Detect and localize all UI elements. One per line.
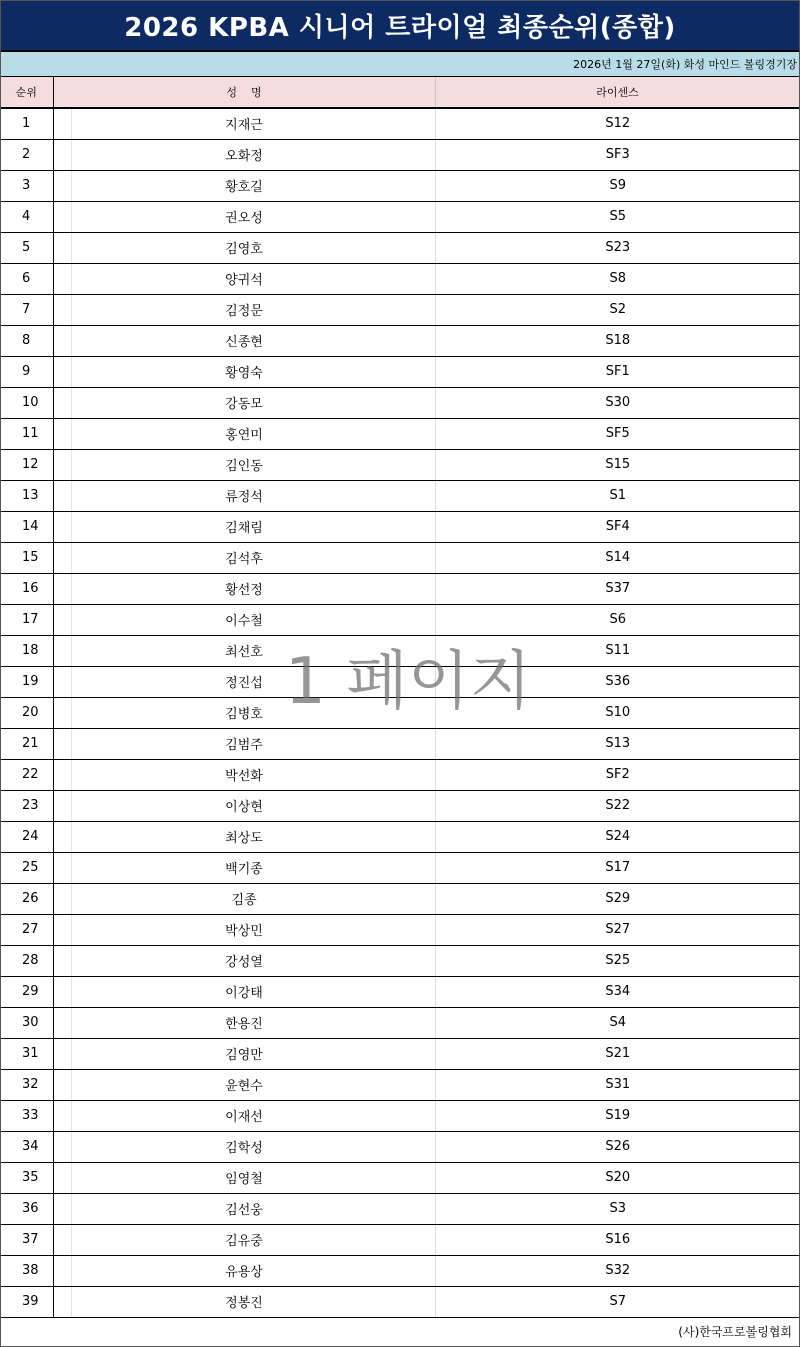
rank-cell: 7 <box>0 294 53 325</box>
table-row <box>0 170 800 201</box>
name-cell: 한용진 <box>53 1007 435 1038</box>
rank-cell: 21 <box>0 728 53 759</box>
rank-cell: 8 <box>0 325 53 356</box>
table-row <box>0 728 800 759</box>
name-cell: 최상도 <box>53 821 435 852</box>
name-cell: 김채림 <box>53 511 435 542</box>
rank-cell: 2 <box>0 139 53 170</box>
license-cell: S14 <box>435 542 800 573</box>
name-cell: 김유중 <box>53 1224 435 1255</box>
name-cell: 지재근 <box>53 108 435 139</box>
license-cell: S27 <box>435 914 800 945</box>
license-cell: S34 <box>435 976 800 1007</box>
name-cell: 김종 <box>53 883 435 914</box>
name-cell: 김정문 <box>53 294 435 325</box>
name-cell: 박상민 <box>53 914 435 945</box>
name-cell: 양귀석 <box>53 263 435 294</box>
name-cell: 황선정 <box>53 573 435 604</box>
license-cell: S29 <box>435 883 800 914</box>
name-cell: 이상현 <box>53 790 435 821</box>
license-cell: SF4 <box>435 511 800 542</box>
license-cell: S23 <box>435 232 800 263</box>
license-cell: S32 <box>435 1255 800 1286</box>
table-row <box>0 697 800 728</box>
name-cell: 강동모 <box>53 387 435 418</box>
rank-cell: 3 <box>0 170 53 201</box>
rank-cell: 39 <box>0 1286 53 1317</box>
rank-cell: 26 <box>0 883 53 914</box>
license-cell: S11 <box>435 635 800 666</box>
sheet-title: 2026 KPBA 시니어 트라이얼 최종순위(종합) <box>0 0 800 52</box>
rank-cell: 37 <box>0 1224 53 1255</box>
name-cell: 오화정 <box>53 139 435 170</box>
table-row <box>0 666 800 697</box>
name-cell: 김인동 <box>53 449 435 480</box>
table-row <box>0 1038 800 1069</box>
name-cell: 김영호 <box>53 232 435 263</box>
table-row <box>0 139 800 170</box>
table-row <box>0 1131 800 1162</box>
rank-cell: 38 <box>0 1255 53 1286</box>
rank-cell: 32 <box>0 1069 53 1100</box>
table-row <box>0 511 800 542</box>
license-cell: S13 <box>435 728 800 759</box>
table-row <box>0 294 800 325</box>
name-cell: 강성열 <box>53 945 435 976</box>
name-cell: 최선호 <box>53 635 435 666</box>
license-cell: S6 <box>435 604 800 635</box>
rank-cell: 18 <box>0 635 53 666</box>
license-cell: SF3 <box>435 139 800 170</box>
name-cell: 김석후 <box>53 542 435 573</box>
name-cell: 김병호 <box>53 697 435 728</box>
table-row <box>0 387 800 418</box>
name-cell: 이수철 <box>53 604 435 635</box>
rank-cell: 16 <box>0 573 53 604</box>
name-cell: 김영만 <box>53 1038 435 1069</box>
license-cell: S37 <box>435 573 800 604</box>
rank-cell: 19 <box>0 666 53 697</box>
table-row <box>0 356 800 387</box>
table-row <box>0 604 800 635</box>
header-row <box>0 77 800 108</box>
table-row <box>0 1224 800 1255</box>
table-row <box>0 1007 800 1038</box>
name-cell: 임영철 <box>53 1162 435 1193</box>
header-name-text: 성 명 <box>226 86 262 99</box>
rank-cell: 30 <box>0 1007 53 1038</box>
license-cell: S21 <box>435 1038 800 1069</box>
rank-cell: 15 <box>0 542 53 573</box>
license-cell: S2 <box>435 294 800 325</box>
name-cell: 김선웅 <box>53 1193 435 1224</box>
event-date-venue <box>0 52 800 77</box>
license-cell: S17 <box>435 852 800 883</box>
table-row <box>0 1069 800 1100</box>
rank-cell: 22 <box>0 759 53 790</box>
rank-cell: 12 <box>0 449 53 480</box>
table-row <box>0 883 800 914</box>
header-rank: 순위 <box>0 77 53 108</box>
rank-cell: 9 <box>0 356 53 387</box>
license-cell: S3 <box>435 1193 800 1224</box>
rank-cell: 25 <box>0 852 53 883</box>
name-cell: 김학성 <box>53 1131 435 1162</box>
table-row <box>0 1193 800 1224</box>
license-cell: S19 <box>435 1100 800 1131</box>
table-row <box>0 263 800 294</box>
rank-cell: 13 <box>0 480 53 511</box>
table-row <box>0 1286 800 1317</box>
name-cell: 정봉진 <box>53 1286 435 1317</box>
rank-cell: 20 <box>0 697 53 728</box>
license-cell: S4 <box>435 1007 800 1038</box>
table-row <box>0 821 800 852</box>
name-cell: 이재선 <box>53 1100 435 1131</box>
name-cell: 백기종 <box>53 852 435 883</box>
license-cell: S15 <box>435 449 800 480</box>
table-row <box>0 635 800 666</box>
license-cell: S8 <box>435 263 800 294</box>
table-row <box>0 232 800 263</box>
license-cell: S7 <box>435 1286 800 1317</box>
rank-cell: 11 <box>0 418 53 449</box>
name-cell: 박선화 <box>53 759 435 790</box>
name-cell: 윤현수 <box>53 1069 435 1100</box>
table-row <box>0 573 800 604</box>
page-watermark: 1 페이지 <box>285 645 532 719</box>
license-cell: S1 <box>435 480 800 511</box>
header-license: 라이센스 <box>435 77 800 108</box>
rank-cell: 35 <box>0 1162 53 1193</box>
license-cell: S5 <box>435 201 800 232</box>
table-header <box>0 77 800 108</box>
rank-cell: 36 <box>0 1193 53 1224</box>
footer-organization-text: (사)한국프로볼링협회 <box>678 1325 792 1339</box>
rank-cell: 5 <box>0 232 53 263</box>
table-row <box>0 1162 800 1193</box>
name-cell: 권오성 <box>53 201 435 232</box>
table-row <box>0 976 800 1007</box>
license-cell: S36 <box>435 666 800 697</box>
table-row <box>0 201 800 232</box>
license-cell: S30 <box>435 387 800 418</box>
ranking-table <box>0 77 800 1318</box>
name-cell: 신종현 <box>53 325 435 356</box>
table-row <box>0 418 800 449</box>
table-row <box>0 449 800 480</box>
table-row <box>0 1100 800 1131</box>
table-row <box>0 790 800 821</box>
name-cell: 황호길 <box>53 170 435 201</box>
table-row <box>0 542 800 573</box>
table-row <box>0 852 800 883</box>
name-cell: 유용상 <box>53 1255 435 1286</box>
table-row <box>0 945 800 976</box>
rank-cell: 34 <box>0 1131 53 1162</box>
license-cell: S12 <box>435 108 800 139</box>
footer-organization <box>0 1316 800 1347</box>
table-row <box>0 914 800 945</box>
name-cell: 황영숙 <box>53 356 435 387</box>
table-row <box>0 108 800 139</box>
license-cell: S16 <box>435 1224 800 1255</box>
license-cell: SF1 <box>435 356 800 387</box>
rank-cell: 17 <box>0 604 53 635</box>
table-body <box>0 108 800 1317</box>
rank-cell: 31 <box>0 1038 53 1069</box>
rank-cell: 6 <box>0 263 53 294</box>
name-cell: 정진섭 <box>53 666 435 697</box>
license-cell: S10 <box>435 697 800 728</box>
table-row <box>0 1255 800 1286</box>
license-cell: S9 <box>435 170 800 201</box>
license-cell: S25 <box>435 945 800 976</box>
name-cell: 류정석 <box>53 480 435 511</box>
rank-cell: 29 <box>0 976 53 1007</box>
table-row <box>0 480 800 511</box>
table-row <box>0 759 800 790</box>
rank-cell: 14 <box>0 511 53 542</box>
license-cell: S18 <box>435 325 800 356</box>
name-cell: 김범주 <box>53 728 435 759</box>
license-cell: S31 <box>435 1069 800 1100</box>
name-cell: 이강태 <box>53 976 435 1007</box>
license-cell: S24 <box>435 821 800 852</box>
rank-cell: 1 <box>0 108 53 139</box>
rank-cell: 33 <box>0 1100 53 1131</box>
license-cell: SF5 <box>435 418 800 449</box>
name-cell: 홍연미 <box>53 418 435 449</box>
rank-cell: 23 <box>0 790 53 821</box>
license-cell: S26 <box>435 1131 800 1162</box>
rank-cell: 27 <box>0 914 53 945</box>
rank-cell: 10 <box>0 387 53 418</box>
rank-cell: 24 <box>0 821 53 852</box>
license-cell: SF2 <box>435 759 800 790</box>
license-cell: S22 <box>435 790 800 821</box>
rank-cell: 4 <box>0 201 53 232</box>
table-row <box>0 325 800 356</box>
rank-cell: 28 <box>0 945 53 976</box>
header-name <box>53 77 435 108</box>
event-date-venue-text: 2026년 1월 27일(화) 화성 마인드 볼링경기장 <box>573 58 797 71</box>
license-cell: S20 <box>435 1162 800 1193</box>
